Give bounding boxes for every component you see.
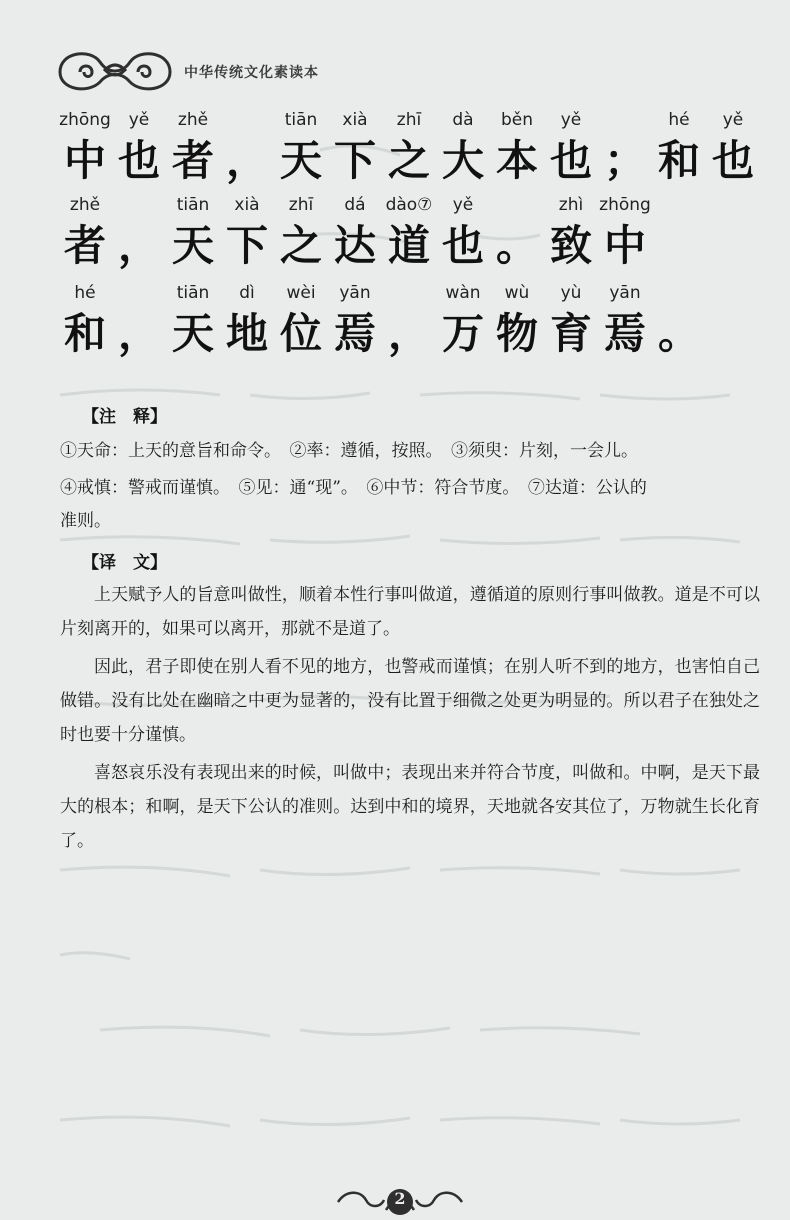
hanzi: 者 <box>171 136 214 185</box>
hanzi: 也 <box>117 136 160 185</box>
pinyin: zhī <box>396 110 422 130</box>
hanzi: 天 <box>171 309 214 358</box>
hanzi: 。 <box>495 221 538 270</box>
hanzi: 也 <box>711 136 754 185</box>
pinyin: dá <box>344 195 366 215</box>
hanzi: 和 <box>63 309 106 358</box>
hanzi: 也 <box>441 221 484 270</box>
cloud-ornament-icon <box>50 40 180 100</box>
notes-heading: 【注 释】 <box>82 407 167 427</box>
pinyin: dà <box>452 110 474 130</box>
pinyin: wù <box>504 283 530 303</box>
pinyin: dì <box>239 283 255 303</box>
note-line-1: ①天命：上天的意旨和命令。 ②率：遵循，按照。 ③须臾：片刻，一会儿。 <box>60 441 638 461</box>
hanzi: 万 <box>441 309 484 358</box>
pinyin: zhì <box>558 195 584 215</box>
pinyin: běn <box>500 110 534 130</box>
verse-char <box>690 110 776 186</box>
pinyin: hé <box>74 283 96 303</box>
hanzi: 物 <box>495 309 538 358</box>
pinyin: tiān <box>176 283 210 303</box>
hanzi: 焉 <box>603 309 646 358</box>
verse-line-3 <box>58 283 748 363</box>
page-number: 2 <box>394 1189 406 1208</box>
pinyin: zhōng <box>599 195 651 215</box>
hanzi: 下 <box>225 221 268 270</box>
pinyin: tiān <box>284 110 318 130</box>
hanzi: 下 <box>333 136 376 185</box>
hanzi: 。 <box>657 309 700 358</box>
series-title: 中华传统文化素读本 <box>184 65 319 81</box>
translation-paragraph-1: 上天赋予人的旨意叫做性，顺着本性行事叫做道，遵循道的原则行事叫做教。道是不可以片刻离开的，如果可以离开，那就不是道了。 <box>60 585 760 639</box>
verse-line-1 <box>58 110 754 190</box>
pinyin: dào⑦ <box>385 195 433 215</box>
hanzi: 致 <box>549 221 592 270</box>
translation-heading: 【译 文】 <box>82 553 167 573</box>
hanzi: ， <box>117 221 160 270</box>
translation-paragraph-2: 因此，君子即使在别人看不见的地方，也警戒而谨慎；在别人听不到的地方，也害怕自己做错。没有比处在幽暗之中更为显著的，没有比置于细微之处更为明显的。所以君子在独处之时也要十分谨慎。 <box>60 657 760 745</box>
pinyin: yān <box>339 283 371 303</box>
pinyin: xià <box>234 195 260 215</box>
pinyin: zhě <box>69 195 101 215</box>
hanzi: 和 <box>657 136 700 185</box>
hanzi: 道 <box>387 221 430 270</box>
hanzi: ， <box>117 309 160 358</box>
hanzi: ； <box>603 136 646 185</box>
hanzi: 中 <box>63 136 106 185</box>
pinyin: zhě <box>177 110 209 130</box>
pinyin: yě <box>560 110 582 130</box>
hanzi: 育 <box>549 309 592 358</box>
pinyin: yān <box>609 283 641 303</box>
page-footer <box>330 1180 470 1220</box>
verse-char <box>636 283 722 359</box>
pinyin: wèi <box>286 283 316 303</box>
pinyin: zhōng <box>59 110 111 130</box>
hanzi: 天 <box>279 136 322 185</box>
translation-paragraph-3: 喜怒哀乐没有表现出来的时候，叫做中；表现出来并符合节度，叫做和。中啊，是天下最大的根本；和啊，是天下公认的准则。达到中和的境界，天地就各安其位了，万物就生长化育了。 <box>60 763 760 851</box>
pinyin: zhī <box>288 195 314 215</box>
pinyin: wàn <box>445 283 481 303</box>
hanzi: 大 <box>441 136 484 185</box>
hanzi: 达 <box>333 221 376 270</box>
verse-char <box>582 195 668 271</box>
hanzi: 之 <box>387 136 430 185</box>
hanzi: 也 <box>549 136 592 185</box>
note-line-2: ④戒慎：警戒而谨慎。 ⑤见：通“现”。 ⑥中节：符合节度。 ⑦达道：公认的 <box>60 478 647 498</box>
pinyin: yě <box>722 110 744 130</box>
hanzi: 本 <box>495 136 538 185</box>
hanzi: 天 <box>171 221 214 270</box>
hanzi: 者 <box>63 221 106 270</box>
pinyin: xià <box>342 110 368 130</box>
hanzi: ， <box>225 136 268 185</box>
hanzi: 之 <box>279 221 322 270</box>
pinyin <box>636 283 722 309</box>
hanzi: 位 <box>279 309 322 358</box>
pinyin: yě <box>452 195 474 215</box>
verse-line-2 <box>58 195 748 275</box>
hanzi: 中 <box>603 221 646 270</box>
hanzi: 地 <box>225 309 268 358</box>
hanzi: ， <box>387 309 430 358</box>
pinyin: yù <box>560 283 582 303</box>
note-line-3: 准则。 <box>60 511 111 531</box>
hanzi: 焉 <box>333 309 376 358</box>
running-header <box>50 40 370 100</box>
pinyin: hé <box>668 110 690 130</box>
pinyin: yě <box>128 110 150 130</box>
pinyin: tiān <box>176 195 210 215</box>
